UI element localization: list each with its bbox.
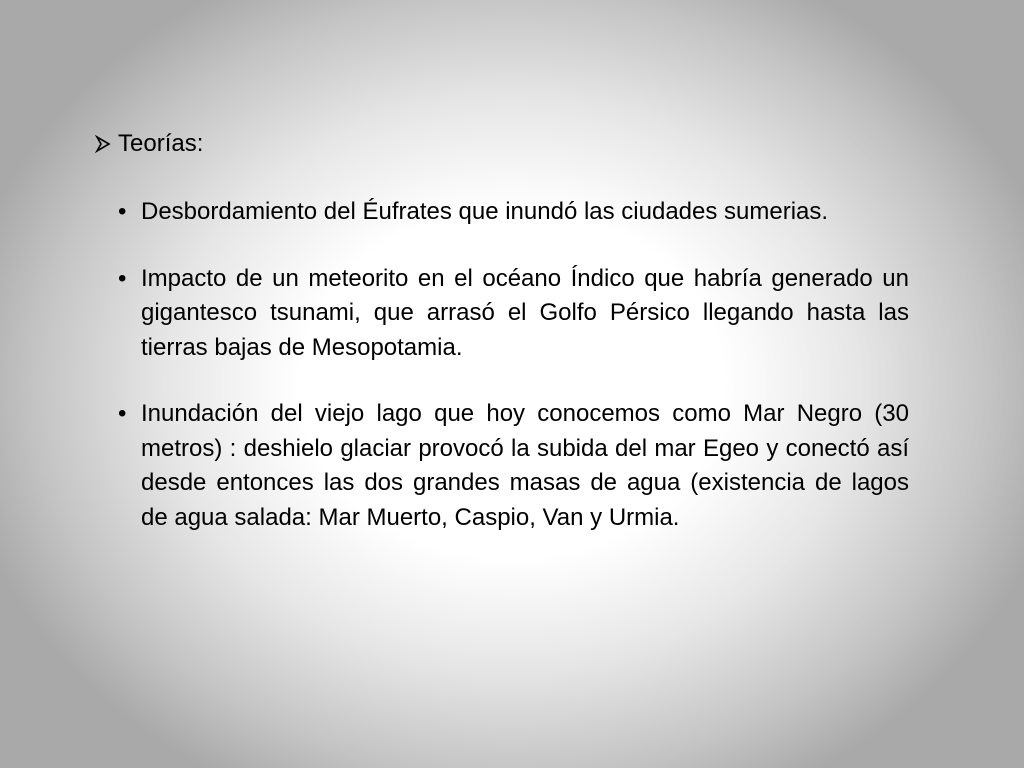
bullet-item (118, 195, 909, 230)
bullet-text: Impacto de un meteorito en el océano Índico que habría generado un gigantesco tsunami, que arrasó el Golfo Pérsico llegando hasta las tierras bajas de Mesopotamia. (141, 264, 909, 361)
arrow-bullet-icon (94, 135, 112, 153)
bullet-list (118, 195, 909, 567)
bullet-item (118, 397, 909, 535)
bullet-item (118, 262, 909, 366)
slide-heading: Teorías: (118, 130, 204, 157)
bullet-text: Inundación del viejo lago que hoy conocemos como Mar Negro (30 metros) : deshielo glaciar provocó la subida del mar Egeo y conectó así desde entonces las dos grandes masas de agua (existencia de lagos de agua salada: Mar Muerto, Caspio, Van y Urmia. (141, 400, 909, 531)
bullet-dot: • (118, 198, 127, 225)
bullet-dot: • (118, 264, 127, 292)
slide-heading-row (94, 127, 203, 161)
bullet-text: Desbordamiento del Éufrates que inundó las ciudades sumerias. (141, 198, 829, 225)
bullet-dot: • (118, 400, 127, 427)
